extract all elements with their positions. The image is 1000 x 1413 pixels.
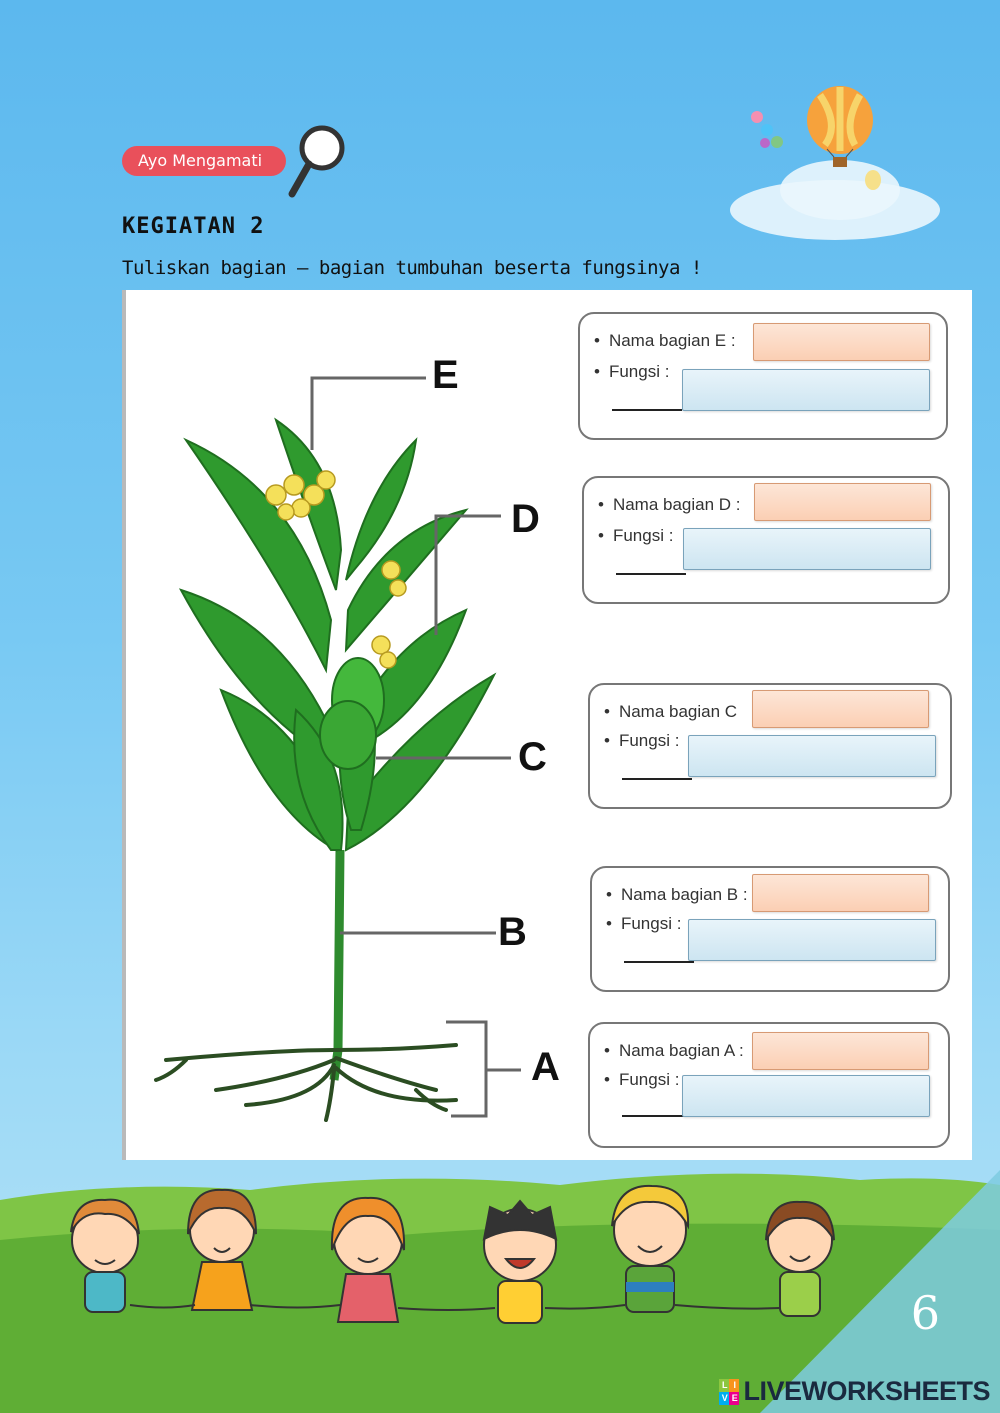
- activity-title: KEGIATAN 2: [122, 214, 265, 239]
- name-label: • Nama bagian B :: [606, 885, 748, 905]
- function-input-E[interactable]: [682, 369, 930, 411]
- name-input-A[interactable]: [752, 1032, 929, 1070]
- name-label: • Nama bagian E :: [594, 331, 736, 351]
- underline: [616, 573, 686, 575]
- liveworksheets-logo[interactable]: [719, 1376, 990, 1407]
- magnifier-icon: [284, 122, 350, 202]
- instruction-text: Tuliskan bagian – bagian tumbuhan beserta fungsinya !: [122, 257, 702, 279]
- diagram-label-B: B: [498, 910, 527, 954]
- name-input-D[interactable]: [754, 483, 931, 521]
- plant-illustration: [126, 290, 626, 1160]
- name-label: • Nama bagian A :: [604, 1041, 744, 1061]
- underline: [624, 961, 694, 963]
- liveworksheets-icon: L I V E: [719, 1379, 739, 1405]
- brand-text: LIVEWORKSHEETS: [743, 1376, 990, 1406]
- diagram-label-A: A: [531, 1045, 560, 1089]
- answer-card-E: [578, 312, 948, 440]
- plant-diagram-sheet: [122, 290, 972, 1160]
- function-label: • Fungsi :: [594, 362, 669, 382]
- diagram-label-E: E: [432, 353, 459, 397]
- name-input-C[interactable]: [752, 690, 929, 728]
- diagram-label-D: D: [511, 497, 540, 541]
- function-input-A[interactable]: [682, 1075, 930, 1117]
- answer-card-A: [588, 1022, 950, 1148]
- function-input-C[interactable]: [688, 735, 936, 777]
- name-input-B[interactable]: [752, 874, 929, 912]
- underline: [622, 778, 692, 780]
- name-label: • Nama bagian C: [604, 702, 737, 722]
- underline: [612, 409, 682, 411]
- answer-card-C: [588, 683, 952, 809]
- diagram-label-C: C: [518, 735, 547, 779]
- answer-card-B: [590, 866, 950, 992]
- section-badge: Ayo Mengamati: [122, 146, 286, 176]
- function-label: • Fungsi :: [604, 1070, 679, 1090]
- function-label: • Fungsi :: [606, 914, 681, 934]
- name-input-E[interactable]: [753, 323, 930, 361]
- function-input-B[interactable]: [688, 919, 936, 961]
- function-input-D[interactable]: [683, 528, 931, 570]
- function-label: • Fungsi :: [604, 731, 679, 751]
- name-label: • Nama bagian D :: [598, 495, 741, 515]
- function-label: • Fungsi :: [598, 526, 673, 546]
- answer-card-D: [582, 476, 950, 604]
- hot-air-balloon-icon: [745, 85, 885, 195]
- page-number: 6: [910, 1286, 940, 1340]
